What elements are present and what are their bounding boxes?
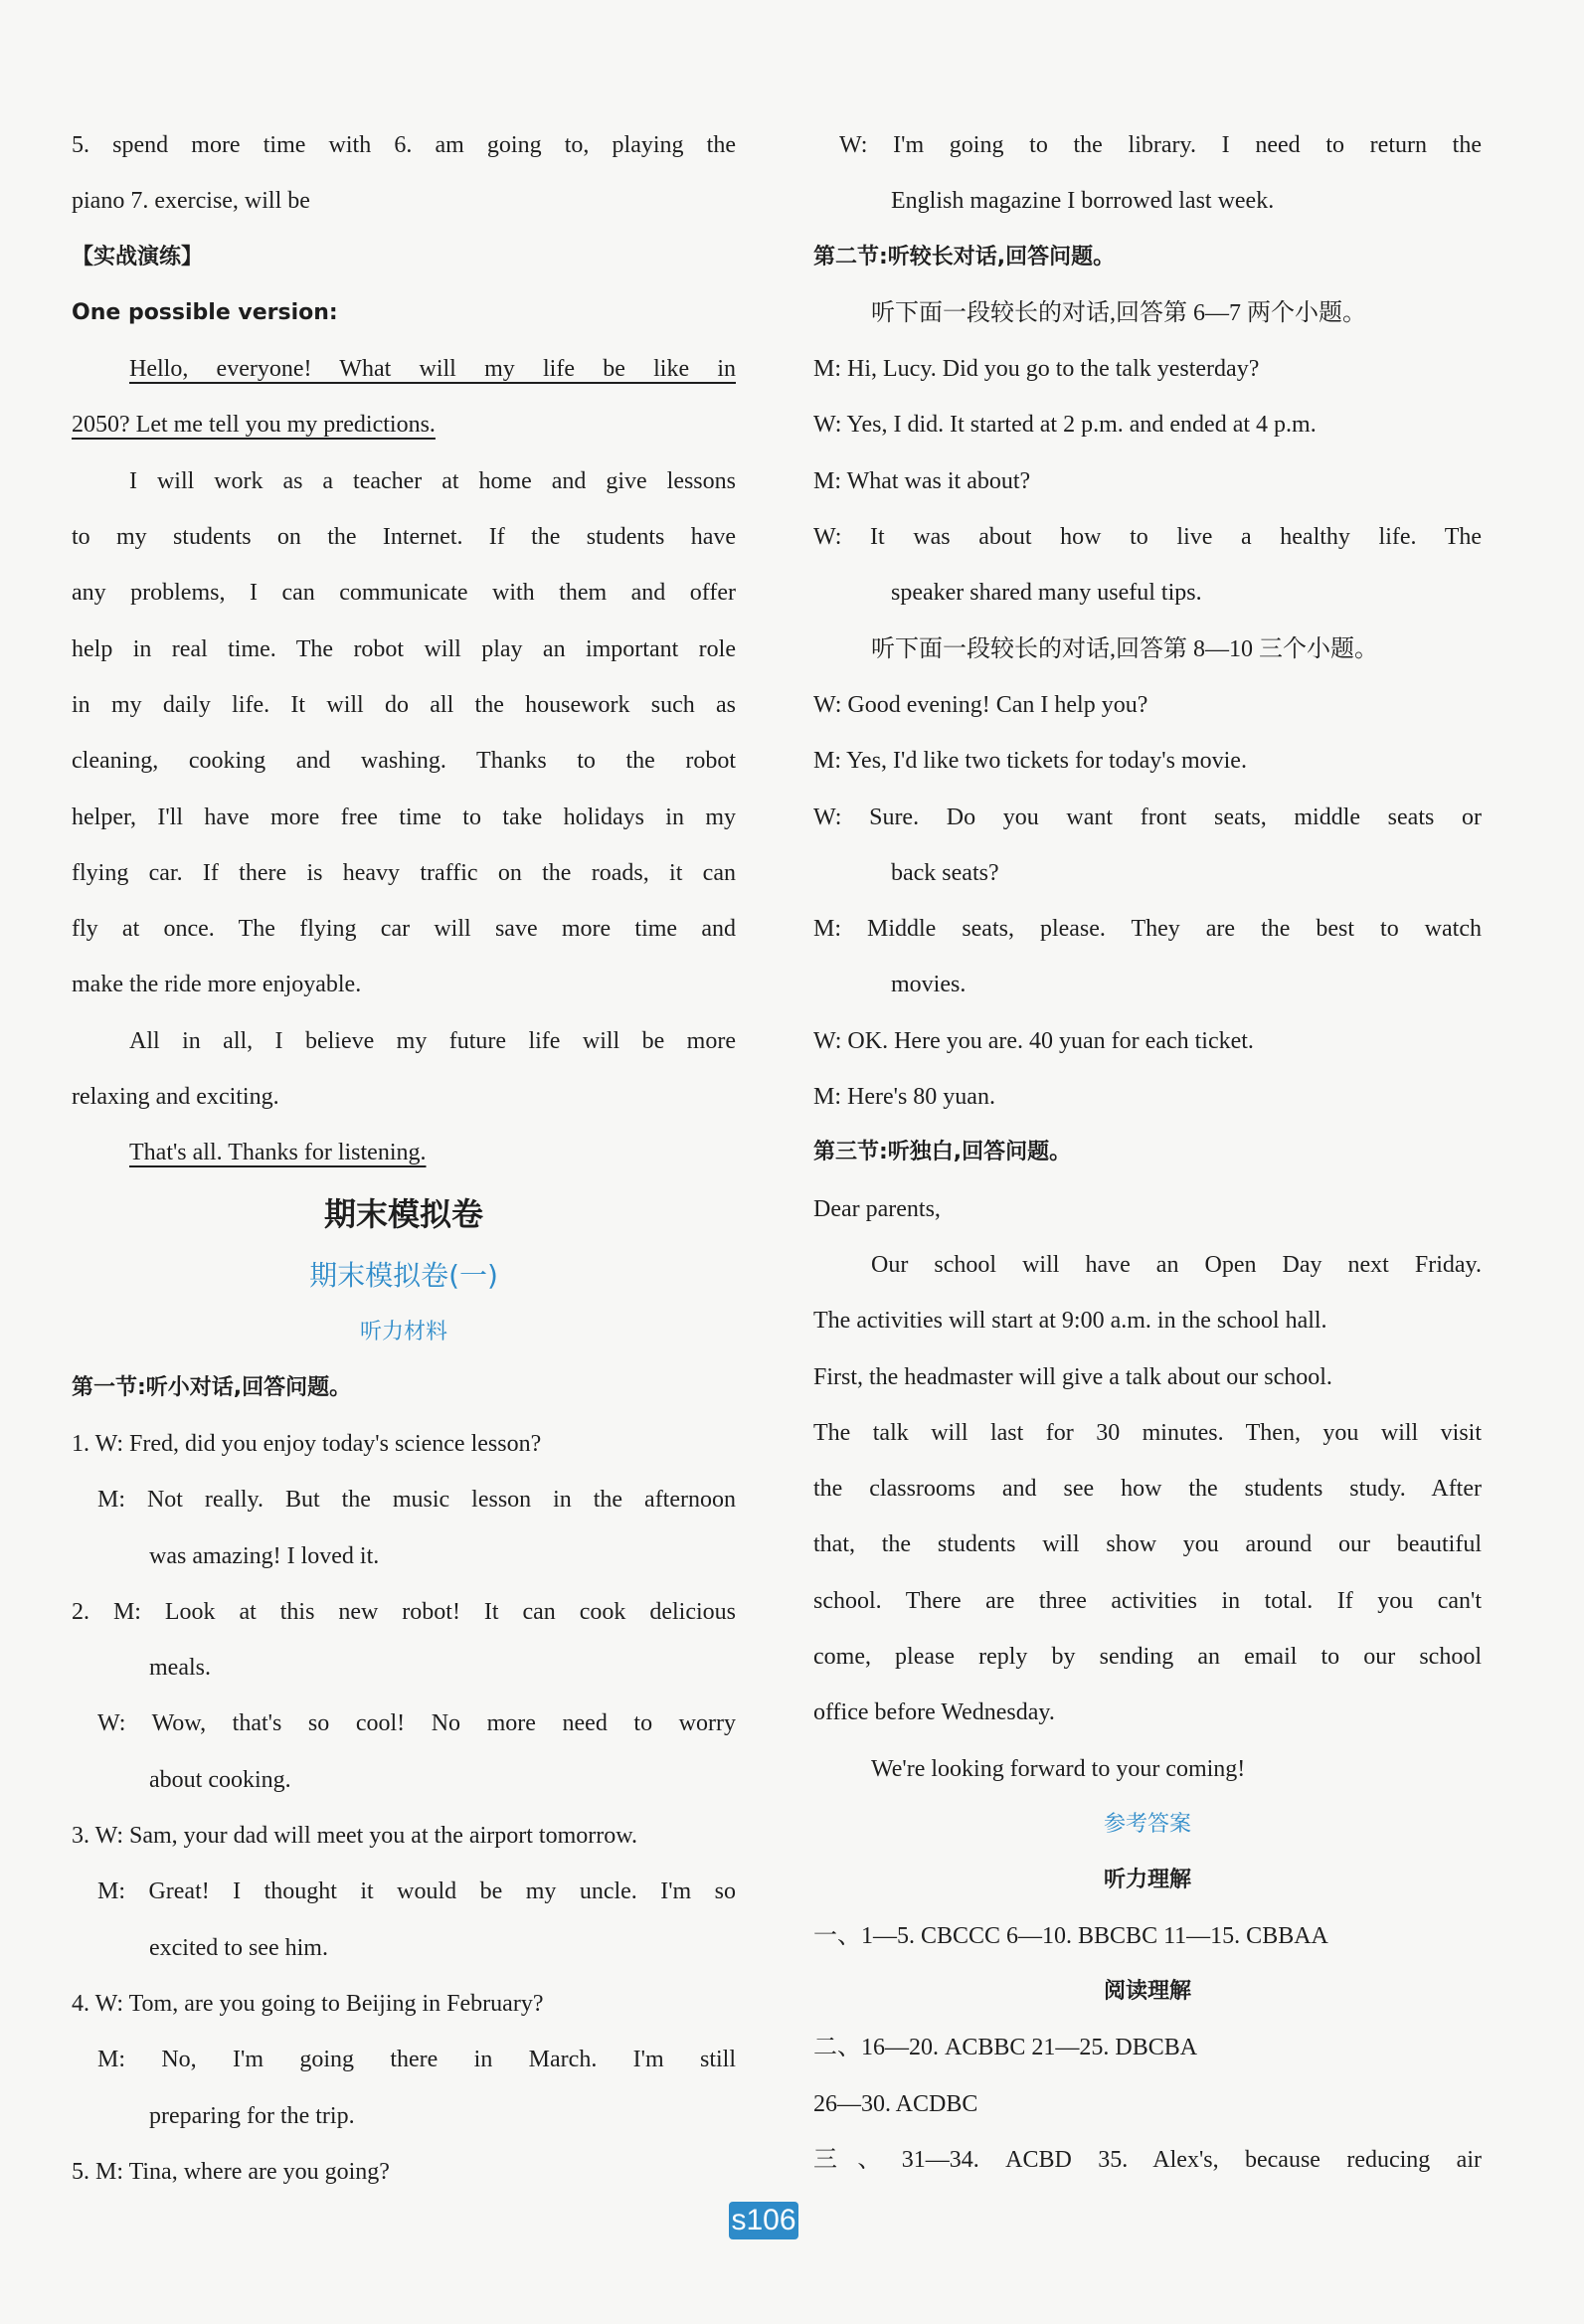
left-column-line: in my daily life. It will do all the housework such as xyxy=(72,691,736,718)
right-column-line: W: Yes, I did. It started at 2 p.m. and ended at 4 p.m. xyxy=(813,412,1317,439)
subsection-title: 参考答案 xyxy=(1103,1811,1191,1837)
left-column-line: All in all, I believe my future life will be more xyxy=(129,1027,736,1054)
right-column-line: We're looking forward to your coming! xyxy=(871,1755,1246,1782)
right-column-line: movies. xyxy=(891,972,967,998)
left-column-line: piano 7. exercise, will be xyxy=(72,188,310,215)
left-column-line: make the ride more enjoyable. xyxy=(72,972,362,998)
right-column-line: 听下面一段较长的对话,回答第 8—10 三个小题。 xyxy=(871,635,1378,662)
right-column-line: M: Hi, Lucy. Did you go to the talk yesterday? xyxy=(813,356,1260,383)
right-column-line: M: Middle seats, please. They are the best to watch xyxy=(813,916,1482,943)
right-column-line: Our school will have an Open Day next Friday. xyxy=(871,1251,1482,1278)
left-column-line: 5. M: Tina, where are you going? xyxy=(72,2158,390,2185)
left-column-line: excited to see him. xyxy=(149,1934,328,1961)
right-column-line: First, the headmaster will give a talk about our school. xyxy=(813,1363,1332,1390)
right-column xyxy=(813,117,1482,2188)
right-column-line: that, the students will show you around our beautiful xyxy=(813,1531,1482,1558)
right-column-line: W: Good evening! Can I help you? xyxy=(813,691,1148,718)
right-column-line: 一、1—5. CBCCC 6—10. BBCBC 11—15. CBBAA xyxy=(813,1922,1328,1949)
left-column-line: M: Not really. But the music lesson in the afternoon xyxy=(97,1487,736,1514)
left-column-line: 5. spend more time with 6. am going to, playing the xyxy=(72,132,736,158)
exam-title: 期末模拟卷(一) xyxy=(309,1258,498,1292)
left-column-line: help in real time. The robot will play an important role xyxy=(72,635,736,662)
left-column-line: 1. W: Fred, did you enjoy today's science lesson? xyxy=(72,1430,542,1457)
right-column-line: English magazine I borrowed last week. xyxy=(891,188,1275,215)
left-column-line: Hello, everyone! What will my life be like in xyxy=(129,356,736,383)
page-number: s106 xyxy=(729,2202,798,2239)
right-column-line: the classrooms and see how the students study. After xyxy=(813,1476,1482,1503)
left-column-line: 2050? Let me tell you my predictions. xyxy=(72,412,436,439)
subsection-title: 听力材料 xyxy=(359,1319,447,1344)
section-title: 期末模拟卷 xyxy=(323,1194,483,1233)
left-column-line: 【实战演练】 xyxy=(72,244,204,269)
left-column-line: M: Great! I thought it would be my uncle. I'm so xyxy=(97,1878,736,1905)
left-column-line: about cooking. xyxy=(149,1766,291,1793)
left-column xyxy=(72,117,736,2200)
left-column-line: One possible version: xyxy=(72,299,338,325)
left-column-line: M: No, I'm going there in March. I'm still xyxy=(97,2047,736,2073)
right-column-line: come, please reply by sending an email to our school xyxy=(813,1644,1482,1671)
right-column-line: W: It was about how to live a healthy life. The xyxy=(813,524,1482,551)
answer-heading: 听力理解 xyxy=(1103,1867,1191,1892)
left-column-line: W: Wow, that's so cool! No more need to worry xyxy=(97,1710,736,1737)
right-column-line: 三、31—34. ACBD 35. Alex's, because reducing air xyxy=(813,2146,1482,2173)
left-column-line: fly at once. The flying car will save more time and xyxy=(72,916,736,943)
left-column-line: flying car. If there is heavy traffic on the roads, it can xyxy=(72,859,736,886)
right-column-line: The talk will last for 30 minutes. Then, you will visit xyxy=(813,1419,1482,1446)
right-column-line: The activities will start at 9:00 a.m. in the school hall. xyxy=(813,1308,1327,1335)
left-column-line: I will work as a teacher at home and give lessons xyxy=(129,467,736,494)
left-column-line: was amazing! I loved it. xyxy=(149,1542,380,1569)
left-column-line: to my students on the Internet. If the students have xyxy=(72,524,736,551)
right-column-line: 第三节:听独白,回答问题。 xyxy=(813,1140,1072,1165)
right-column-line: W: OK. Here you are. 40 yuan for each ticket. xyxy=(813,1027,1254,1054)
right-column-line: M: Yes, I'd like two tickets for today's movie. xyxy=(813,748,1247,775)
right-column-line: W: I'm going to the library. I need to return the xyxy=(839,132,1482,158)
left-column-line: cleaning, cooking and washing. Thanks to the robot xyxy=(72,748,736,775)
left-column-line: 4. W: Tom, are you going to Beijing in February? xyxy=(72,1990,544,2017)
right-column-line: 26—30. ACDBC xyxy=(813,2090,978,2117)
right-column-line: back seats? xyxy=(891,859,999,886)
left-column-line: helper, I'll have more free time to take holidays in my xyxy=(72,804,736,830)
left-column-line: 2. M: Look at this new robot! It can cook delicious xyxy=(72,1598,736,1625)
right-column-line: W: Sure. Do you want front seats, middle seats or xyxy=(813,804,1482,830)
left-column-line: preparing for the trip. xyxy=(149,2102,355,2129)
left-column-line: any problems, I can communicate with them and offer xyxy=(72,580,736,607)
left-column-line: 3. W: Sam, your dad will meet you at the airport tomorrow. xyxy=(72,1823,637,1850)
right-column-line: 第二节:听较长对话,回答问题。 xyxy=(813,244,1116,269)
left-column-line: relaxing and exciting. xyxy=(72,1084,279,1111)
right-column-line: M: Here's 80 yuan. xyxy=(813,1084,995,1111)
right-column-line: 听下面一段较长的对话,回答第 6—7 两个小题。 xyxy=(871,299,1366,326)
right-column-line: speaker shared many useful tips. xyxy=(891,580,1202,607)
right-column-line: office before Wednesday. xyxy=(813,1699,1055,1726)
right-column-line: 二、16—20. ACBBC 21—25. DBCBA xyxy=(813,2035,1198,2061)
left-column-line: meals. xyxy=(149,1655,211,1682)
right-column-line: school. There are three activities in total. If you can't xyxy=(813,1587,1482,1614)
left-column-line: That's all. Thanks for listening. xyxy=(129,1140,427,1166)
right-column-line: M: What was it about? xyxy=(813,467,1031,494)
right-column-line: Dear parents, xyxy=(813,1195,941,1222)
answer-heading: 阅读理解 xyxy=(1103,1979,1191,2005)
left-column-line: 第一节:听小对话,回答问题。 xyxy=(72,1374,352,1400)
